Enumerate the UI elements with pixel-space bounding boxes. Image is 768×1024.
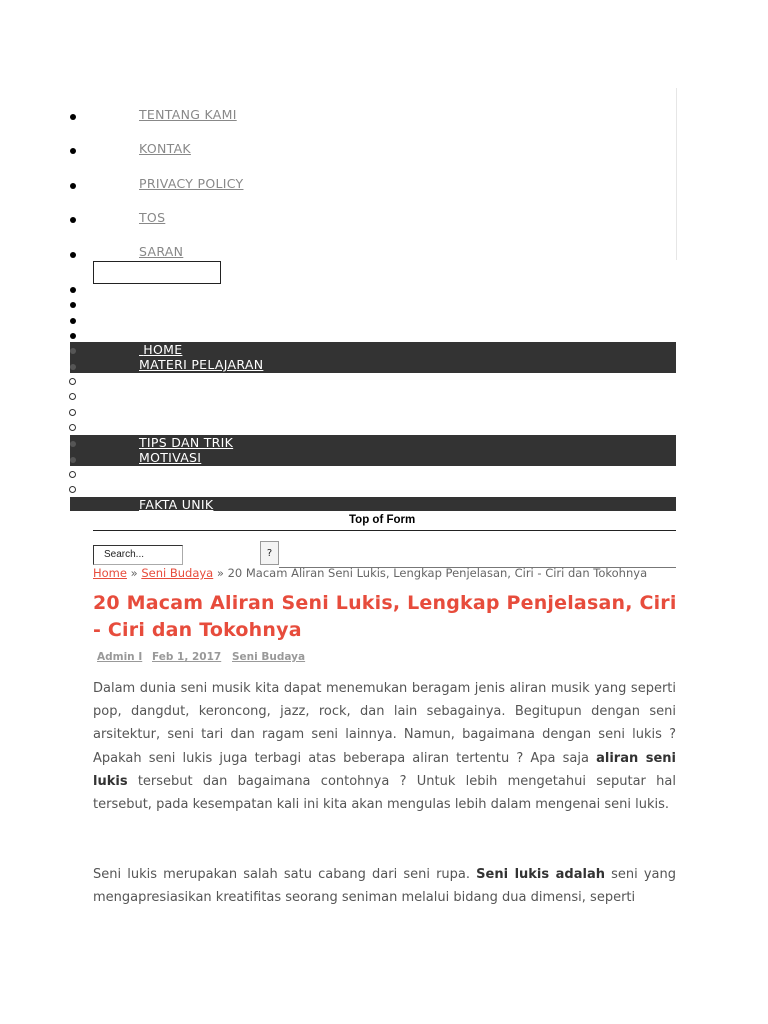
nav-fakta-unik-link[interactable]: FAKTA UNIK bbox=[139, 497, 214, 512]
breadcrumb-category-link[interactable]: Seni Budaya bbox=[141, 566, 214, 580]
list-circle bbox=[69, 424, 76, 431]
nav-home-link[interactable] bbox=[139, 342, 182, 357]
paragraph-text: seni yang mengapresiasikan kreatifitas seorang seniman melalui bidang dua dimensi, seperti bbox=[93, 867, 676, 906]
paragraph-text: Seni lukis merupakan salah satu cabang dari seni rupa. bbox=[93, 867, 477, 882]
list-bullet bbox=[70, 364, 76, 370]
list-bullet bbox=[70, 318, 76, 324]
breadcrumb-separator: » bbox=[130, 566, 138, 580]
date-link[interactable]: Feb 1, 2017 bbox=[152, 651, 222, 663]
paragraph-bold-text: aliran seni lukis bbox=[93, 750, 676, 789]
menu-link-tos[interactable]: TOS bbox=[139, 210, 166, 225]
nav-motivasi-link[interactable]: MOTIVASI bbox=[139, 450, 202, 465]
list-circle bbox=[69, 486, 76, 493]
breadcrumb bbox=[93, 566, 647, 580]
breadcrumb-separator: » bbox=[216, 566, 224, 580]
search-button[interactable]: ? bbox=[260, 541, 279, 565]
list-bullet bbox=[70, 252, 76, 258]
list-bullet bbox=[70, 441, 76, 447]
article-paragraph bbox=[93, 863, 676, 909]
divider-line bbox=[676, 88, 677, 260]
nav-materi-pelajaran-link[interactable]: MATERI PELAJARAN bbox=[139, 357, 264, 372]
nav-home-label: HOME bbox=[143, 342, 183, 357]
nav-tips-dan-trik-link[interactable]: TIPS DAN TRIK bbox=[139, 435, 234, 450]
category-link[interactable]: Seni Budaya bbox=[232, 651, 306, 663]
form-divider bbox=[93, 530, 676, 531]
breadcrumb-current: 20 Macam Aliran Seni Lukis, Lengkap Penjelasan, Ciri - Ciri dan Tokohnya bbox=[227, 566, 648, 580]
list-bullet bbox=[70, 148, 76, 154]
empty-form-box bbox=[93, 261, 221, 284]
menu-link-privacy-policy[interactable]: PRIVACY POLICY bbox=[139, 176, 244, 191]
menu-link-kontak[interactable]: KONTAK bbox=[139, 141, 191, 156]
breadcrumb-home-link[interactable]: Home bbox=[93, 566, 127, 580]
author-link[interactable]: Admin I bbox=[97, 651, 143, 663]
list-bullet bbox=[70, 217, 76, 223]
search-input[interactable]: Search... bbox=[93, 545, 183, 565]
article-paragraph bbox=[93, 677, 676, 816]
paragraph-bold-text: Seni lukis adalah bbox=[476, 867, 605, 882]
menu-link-tentang-kami[interactable]: TENTANG KAMI bbox=[139, 107, 237, 122]
article-title: 20 Macam Aliran Seni Lukis, Lengkap Penjelasan, Ciri - Ciri dan Tokohnya bbox=[93, 592, 677, 641]
list-bullet bbox=[70, 114, 76, 120]
list-circle bbox=[69, 409, 76, 416]
list-bullet bbox=[70, 457, 76, 463]
paragraph-text: Dalam dunia seni musik kita dapat menemukan beragam jenis aliran musik yang seperti pop, dangdut, keroncong, jazz, rock, dan lain sebagainya. Begitupun dengan seni arsitektur, seni tari dan ragam seni lainnya. Namun, bagaimana dengan seni lukis ? Apakah seni lukis juga terbagi atas beberapa aliran tertentu ? Apa saja bbox=[93, 681, 676, 766]
list-bullet bbox=[70, 302, 76, 308]
top-of-form-label: Top of Form bbox=[349, 514, 416, 526]
list-circle bbox=[69, 378, 76, 385]
list-circle bbox=[69, 393, 76, 400]
list-bullet bbox=[70, 287, 76, 293]
menu-link-saran[interactable]: SARAN bbox=[139, 244, 184, 259]
list-bullet bbox=[70, 348, 76, 354]
paragraph-text: tersebut dan bagaimana contohnya ? Untuk lebih mengetahui seputar hal tersebut, pada kesempatan kali ini kita akan mengulas lebih dalam mengenai seni lukis. bbox=[93, 773, 676, 813]
list-bullet bbox=[70, 183, 76, 189]
list-bullet bbox=[70, 333, 76, 339]
list-circle bbox=[69, 471, 76, 478]
